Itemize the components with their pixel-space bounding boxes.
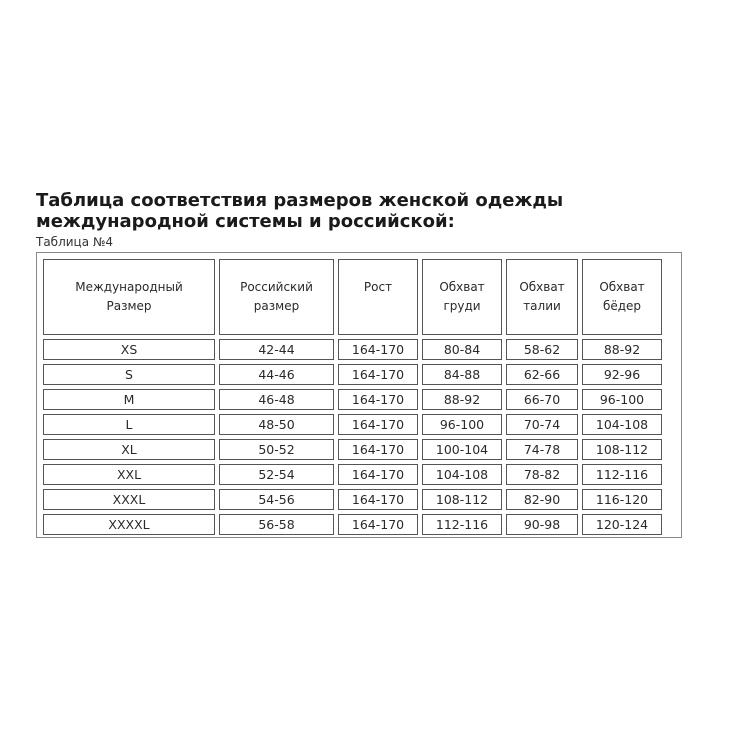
cell-bust: 80-84: [422, 339, 502, 360]
header-line: талии: [523, 299, 561, 313]
cell-bust: 108-112: [422, 489, 502, 510]
cell-russian-size: 44-46: [219, 364, 334, 385]
header-russian-size: [219, 259, 334, 335]
header-line: Российский: [240, 280, 313, 294]
cell-hips: 88-92: [582, 339, 662, 360]
header-line: Рост: [363, 280, 393, 294]
cell-international-size: S: [43, 364, 215, 385]
cell-russian-size: 50-52: [219, 439, 334, 460]
cell-waist: 74-78: [506, 439, 578, 460]
table-row: [43, 414, 662, 435]
table-row: [43, 364, 662, 385]
table-row: [43, 514, 662, 535]
cell-bust: 104-108: [422, 464, 502, 485]
header-line: Обхват: [439, 280, 485, 294]
header-line: груди: [443, 299, 481, 313]
table-row: [43, 464, 662, 485]
cell-height: 164-170: [338, 414, 418, 435]
header-height: [338, 259, 418, 335]
cell-hips: 104-108: [582, 414, 662, 435]
table-row: [43, 489, 662, 510]
cell-height: 164-170: [338, 514, 418, 535]
cell-international-size: L: [43, 414, 215, 435]
cell-bust: 112-116: [422, 514, 502, 535]
cell-russian-size: 56-58: [219, 514, 334, 535]
cell-russian-size: 42-44: [219, 339, 334, 360]
cell-hips: 92-96: [582, 364, 662, 385]
header-line: Международный: [75, 280, 183, 294]
header-waist: [506, 259, 578, 335]
cell-waist: 82-90: [506, 489, 578, 510]
cell-international-size: XL: [43, 439, 215, 460]
cell-height: 164-170: [338, 389, 418, 410]
cell-russian-size: 52-54: [219, 464, 334, 485]
table-row: [43, 339, 662, 360]
table-row: [43, 389, 662, 410]
cell-height: 164-170: [338, 464, 418, 485]
header-line: Обхват: [599, 280, 645, 294]
header-line: Размер: [106, 299, 152, 313]
cell-waist: 66-70: [506, 389, 578, 410]
cell-waist: 70-74: [506, 414, 578, 435]
header-hips: [582, 259, 662, 335]
cell-waist: 78-82: [506, 464, 578, 485]
cell-hips: 116-120: [582, 489, 662, 510]
header-international-size: [43, 259, 215, 335]
cell-international-size: XXXXL: [43, 514, 215, 535]
header-line: бёдер: [602, 299, 642, 313]
cell-russian-size: 46-48: [219, 389, 334, 410]
cell-bust: 88-92: [422, 389, 502, 410]
table-caption: Таблица №4: [36, 235, 114, 249]
cell-hips: 96-100: [582, 389, 662, 410]
cell-international-size: M: [43, 389, 215, 410]
header-line: Обхват: [519, 280, 565, 294]
cell-height: 164-170: [338, 339, 418, 360]
cell-waist: 90-98: [506, 514, 578, 535]
cell-waist: 62-66: [506, 364, 578, 385]
header-row: [43, 259, 662, 335]
cell-height: 164-170: [338, 439, 418, 460]
cell-international-size: XXL: [43, 464, 215, 485]
header-bust: [422, 259, 502, 335]
cell-bust: 84-88: [422, 364, 502, 385]
cell-hips: 112-116: [582, 464, 662, 485]
cell-bust: 96-100: [422, 414, 502, 435]
header-line: размер: [253, 299, 300, 313]
cell-international-size: XXXL: [43, 489, 215, 510]
cell-hips: 108-112: [582, 439, 662, 460]
cell-waist: 58-62: [506, 339, 578, 360]
cell-russian-size: 48-50: [219, 414, 334, 435]
size-table: [39, 255, 666, 539]
table-row: [43, 439, 662, 460]
cell-height: 164-170: [338, 364, 418, 385]
cell-bust: 100-104: [422, 439, 502, 460]
header-line: [339, 297, 417, 316]
cell-russian-size: 54-56: [219, 489, 334, 510]
cell-height: 164-170: [338, 489, 418, 510]
cell-hips: 120-124: [582, 514, 662, 535]
size-table-frame: [36, 252, 682, 538]
cell-international-size: XS: [43, 339, 215, 360]
page-title: Таблица соответствия размеров женской одежды международной системы и российской:: [36, 190, 564, 232]
